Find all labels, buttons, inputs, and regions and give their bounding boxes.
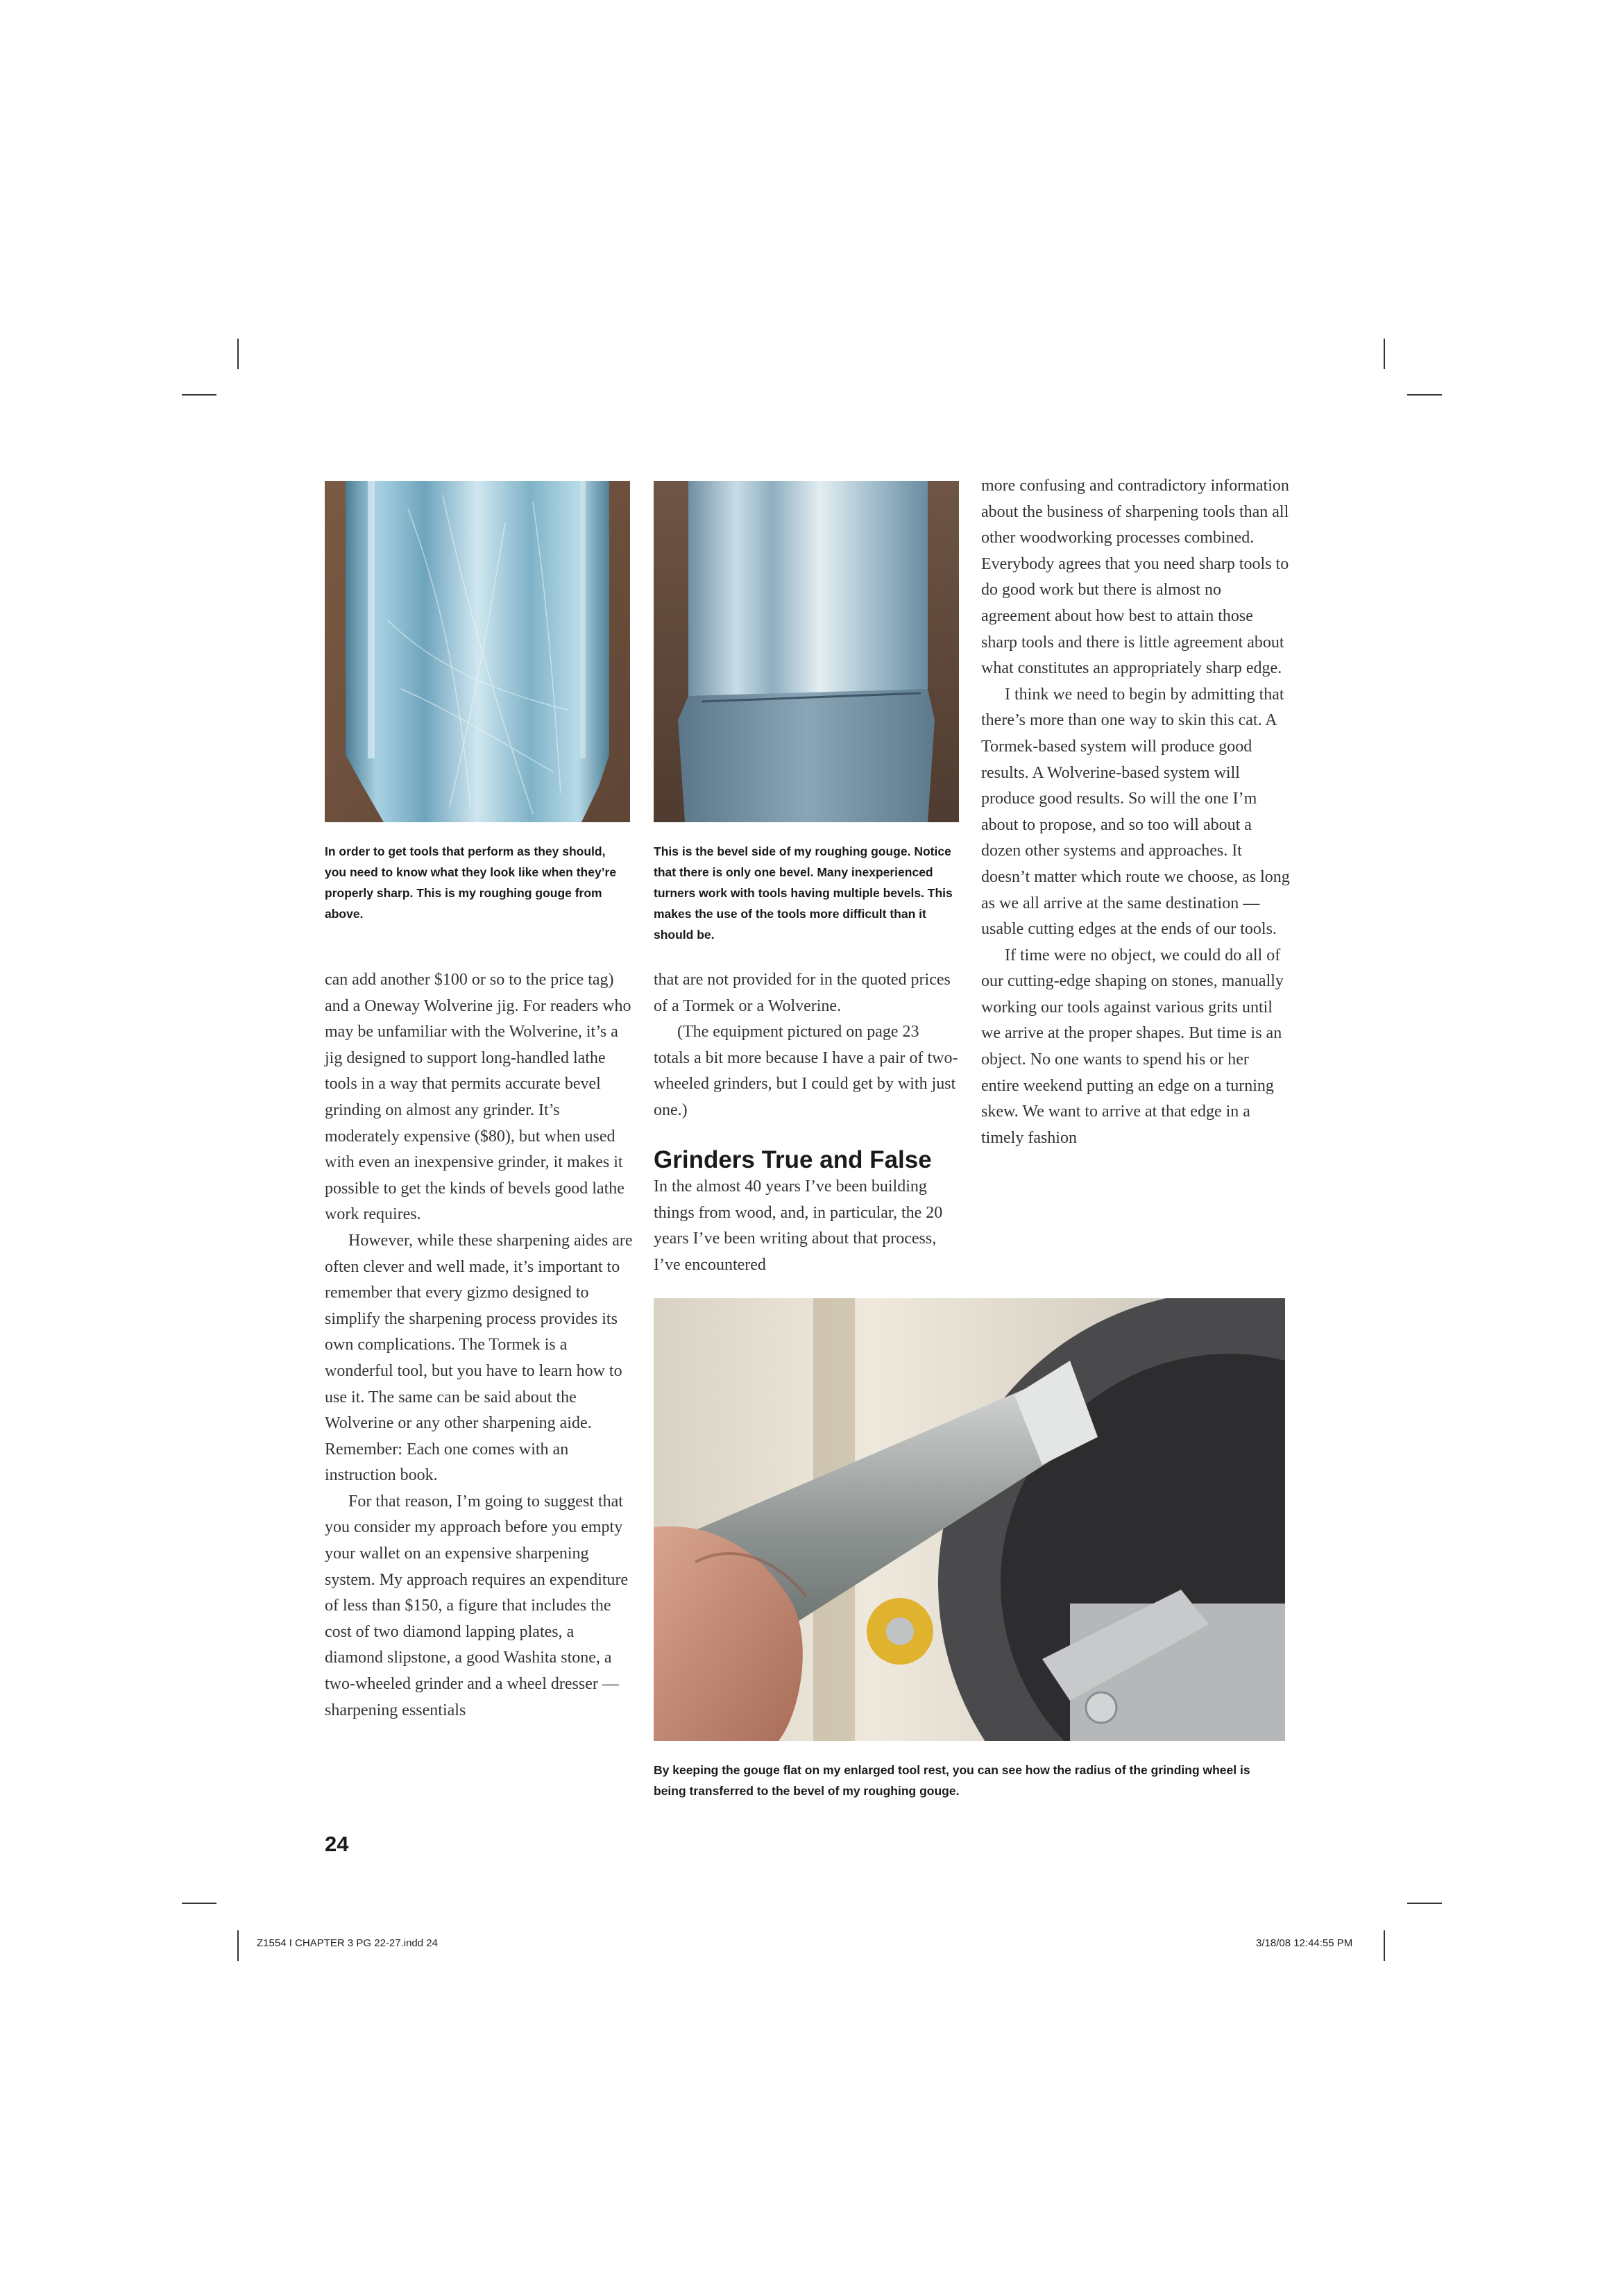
crop-mark-top-right-h <box>1407 394 1442 396</box>
slug-file-name: Z1554 I CHAPTER 3 PG 22-27.indd 24 <box>257 1937 438 1949</box>
body-column-2 <box>654 967 959 1124</box>
body-paragraph: that are not provided for in the quoted prices of a Tormek or a Wolverine. <box>654 971 951 1015</box>
crop-mark-bottom-left <box>237 1930 239 1961</box>
slug-timestamp: 3/18/08 12:44:55 PM <box>1256 1937 1353 1949</box>
body-paragraph: For that reason, I’m going to suggest that you consider my approach before you empty your wallet on an expensive sharpening system. My approach requires an expenditure of less than $150, a figure that includes the cost of two diamond lapping plates, a diamond slipstone, a good Washita stone, a two-wheeled grinder and a wheel dresser — sharpening essentials <box>325 1492 629 1719</box>
body-paragraph: (The equipment pictured on page 23 totals a bit more because I have a pair of two-wheeled grinders, but I could get by with just one.) <box>654 1023 958 1119</box>
crop-mark-bottom-left-h <box>182 1903 216 1904</box>
page-number: 24 <box>325 1832 349 1856</box>
body-column-1 <box>325 967 634 1724</box>
body-paragraph: more confusing and contradictory information about the business of sharpening tools than all other woodworking processes combined. Everybody agrees that you need sharp tools to do good work but there is almost no agreement about how best to attain those sharp tools and there is little agreement about what constitutes an appropriately sharp edge. <box>981 477 1289 678</box>
crop-mark-top-left <box>237 339 239 369</box>
photo-gouge-top-view-caption: In order to get tools that perform as they should, you need to know what they look like when they’re properly sharp. This is my roughing gouge from above. <box>325 844 617 921</box>
photo-gouge-bevel-side-caption: This is the bevel side of my roughing gouge. Notice that there is only one bevel. Many inexperienced turners work with tools having multiple bevels. This makes the use of the tools more difficult than it should be. <box>654 844 953 942</box>
photo-gouge-top-view <box>325 481 630 822</box>
section-heading: Grinders True and False <box>654 1146 932 1173</box>
body-paragraph: can add another $100 or so to the price tag) and a Oneway Wolverine jig. For readers who may be unfamiliar with the Wolverine, it’s a jig designed to support long-handled lathe tools in a way that permits accurate bevel grinding on almost any grinder. It’s moderately expensive ($80), but when used with even an inexpensive grinder, it makes it possible to get the kinds of bevels good lathe work requires. <box>325 971 631 1224</box>
crop-mark-bottom-right <box>1384 1930 1385 1961</box>
body-paragraph: However, while these sharpening aides are often clever and well made, it’s important to remember that every gizmo designed to simplify the sharpening process provides its own complications. The Tormek is a wonderful tool, but you have to learn how to use it. The same can be said about the Wolverine or any other sharpening aide. Remember: Each one comes with an instruction book. <box>325 1231 633 1485</box>
crop-mark-top-right <box>1384 339 1385 369</box>
body-column-3 <box>981 473 1291 1151</box>
body-paragraph: I think we need to begin by admitting that there’s more than one way to skin this cat. A Tormek-based system will produce good results. A Wolverine-based system will produce good results. So will the one I’m about to propose, and so too will about a dozen other systems and approaches. It doesn’t matter which route we choose, as long as we all arrive at the same destination — usable cutting edges at the ends of our tools. <box>981 685 1290 939</box>
crop-mark-bottom-right-h <box>1407 1903 1442 1904</box>
photo-grinding-wheel-caption: By keeping the gouge flat on my enlarged tool rest, you can see how the radius of the grinding wheel is being transferred to the bevel of my roughing gouge. <box>654 1763 1250 1798</box>
photo-grinding-wheel <box>654 1298 1285 1741</box>
photo-gouge-bevel-side <box>654 481 959 822</box>
body-paragraph: If time were no object, we could do all of our cutting-edge shaping on stones, manually working our tools against various grits until we arrive at the proper shapes. But time is an object. No one wants to spend his or her entire weekend putting an edge on a turning skew. We want to arrive at that edge in a timely fashion <box>981 946 1284 1147</box>
body-column-2-continued <box>654 1174 959 1278</box>
body-paragraph: In the almost 40 years I’ve been building things from wood, and, in particular, the 20 years I’ve been writing about that process, I’ve encountered <box>654 1177 943 1274</box>
crop-mark-top-left-h <box>182 394 216 396</box>
